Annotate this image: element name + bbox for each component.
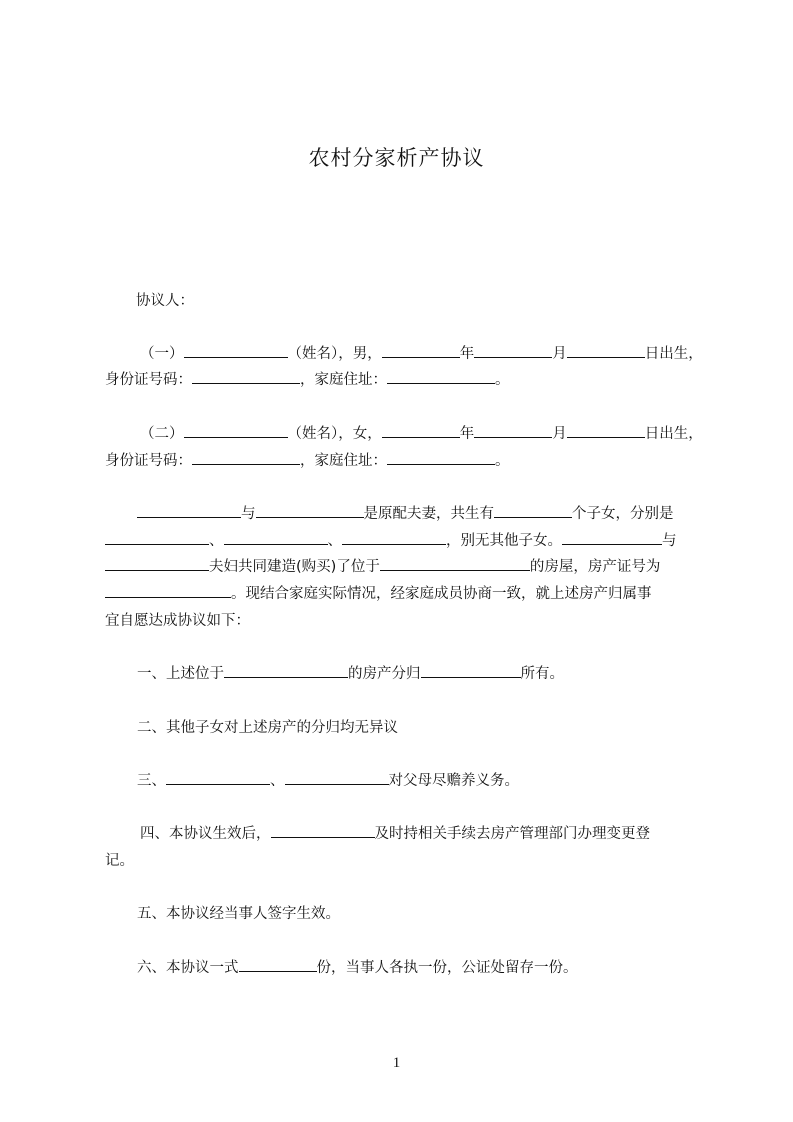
party1-month-label: 月 [552, 346, 567, 362]
clause1-owner-blank[interactable] [421, 663, 521, 678]
clause-3 [137, 770, 519, 792]
party1-line2 [105, 369, 510, 391]
clause4-party-blank[interactable] [271, 823, 375, 838]
page-number: 1 [392, 1055, 401, 1071]
clause-5: 五、本协议经当事人签字生效。 [137, 906, 340, 922]
intro-line3 [105, 556, 660, 578]
owner2-blank[interactable] [105, 556, 209, 571]
owner1-blank[interactable] [562, 530, 662, 545]
clause-4-line2: 记。 [105, 853, 134, 869]
husband-name-blank[interactable] [137, 503, 241, 518]
party2-month-label: 月 [552, 426, 567, 442]
party1-day-blank[interactable] [567, 343, 645, 358]
wife-name-blank[interactable] [256, 503, 364, 518]
intro-consult-text: 。现结合家庭实际情况，经家庭成员协商一致，就上述房产归属事 [231, 586, 652, 602]
party2-address-label: ，家庭住址： [300, 453, 387, 469]
clause3-sep: 、 [270, 773, 285, 789]
party1-id-blank[interactable] [192, 369, 300, 384]
intro-line2 [105, 530, 677, 552]
intro-married-text: 是原配夫妻，共生有 [363, 506, 494, 522]
party2-end: 。 [495, 453, 510, 469]
clause-4-line1 [140, 823, 650, 845]
child1-blank[interactable] [105, 530, 209, 545]
party1-month-blank[interactable] [474, 343, 552, 358]
party2-year-label: 年 [459, 426, 475, 442]
party1-end: 。 [495, 372, 510, 388]
party1-address-blank[interactable] [387, 369, 495, 384]
party2-address-blank[interactable] [387, 450, 495, 465]
clause1-text-c: 所有。 [520, 666, 564, 682]
clause-1 [137, 663, 564, 685]
intro-and-2: 与 [662, 533, 677, 549]
party2-label: （二） [140, 426, 184, 442]
party2-year-blank[interactable] [382, 423, 460, 438]
clause3-text-a: 三、 [137, 773, 166, 789]
children-count-blank[interactable] [494, 503, 572, 518]
party2-day-blank[interactable] [567, 423, 645, 438]
child3-blank[interactable] [342, 530, 446, 545]
intro-line5: 宜自愿达成协议如下： [105, 613, 250, 629]
house-location-blank[interactable] [380, 556, 530, 571]
party2-line1 [140, 423, 703, 445]
party2-name-blank[interactable] [184, 423, 288, 438]
party2-id-label: 身份证号码： [105, 453, 192, 469]
party1-id-label: 身份证号码： [105, 372, 192, 388]
parties-heading: 协议人： [136, 293, 194, 309]
clause4-text-a: 四、本协议生效后， [140, 826, 271, 842]
party2-name-suffix: （姓名），女， [287, 426, 382, 442]
party2-birth-label: 日出生， [644, 426, 703, 442]
clause1-text-a: 一、上述位于 [137, 666, 224, 682]
party2-line2 [105, 450, 510, 472]
party2-id-blank[interactable] [192, 450, 300, 465]
party1-label: （一） [140, 346, 184, 362]
party2-month-blank[interactable] [474, 423, 552, 438]
house-cert-blank[interactable] [105, 583, 231, 598]
child2-blank[interactable] [224, 530, 328, 545]
intro-sep-2: 、 [327, 533, 342, 549]
intro-cert-text: 的房屋，房产证号为 [529, 559, 661, 575]
clause-2: 二、其他子女对上述房产的分归均无异议 [137, 720, 398, 736]
clause6-text-b: 份，当事人各执一份，公证处留存一份。 [316, 960, 578, 976]
clause6-copies-blank[interactable] [239, 957, 317, 972]
party1-name-blank[interactable] [184, 343, 288, 358]
clause1-text-b: 的房产分归 [348, 666, 421, 682]
intro-no-other-children: ，别无其他子女。 [446, 533, 562, 549]
party1-birth-label: 日出生， [644, 346, 703, 362]
intro-built-text: 夫妇共同建造(购买)了位于 [209, 559, 380, 575]
clause3-child2-blank[interactable] [285, 770, 389, 785]
clause1-location-blank[interactable] [224, 663, 348, 678]
party1-year-blank[interactable] [382, 343, 460, 358]
intro-and-1: 与 [241, 506, 256, 522]
party1-address-label: ，家庭住址： [300, 372, 387, 388]
intro-children-text: 个子女，分别是 [572, 506, 674, 522]
clause-6 [137, 957, 578, 979]
clause3-child1-blank[interactable] [166, 770, 270, 785]
party1-line1 [140, 343, 703, 365]
clause3-text-b: 对父母尽赡养义务。 [388, 773, 519, 789]
clause6-text-a: 六、本协议一式 [137, 960, 239, 976]
intro-line4 [105, 583, 652, 605]
party1-year-label: 年 [459, 346, 475, 362]
intro-sep-1: 、 [209, 533, 224, 549]
document-title: 农村分家析产协议 [308, 146, 485, 170]
party1-name-suffix: （姓名），男， [287, 346, 382, 362]
clause4-text-b: 及时持相关手续去房产管理部门办理变更登 [374, 826, 650, 842]
intro-line1 [137, 503, 674, 525]
